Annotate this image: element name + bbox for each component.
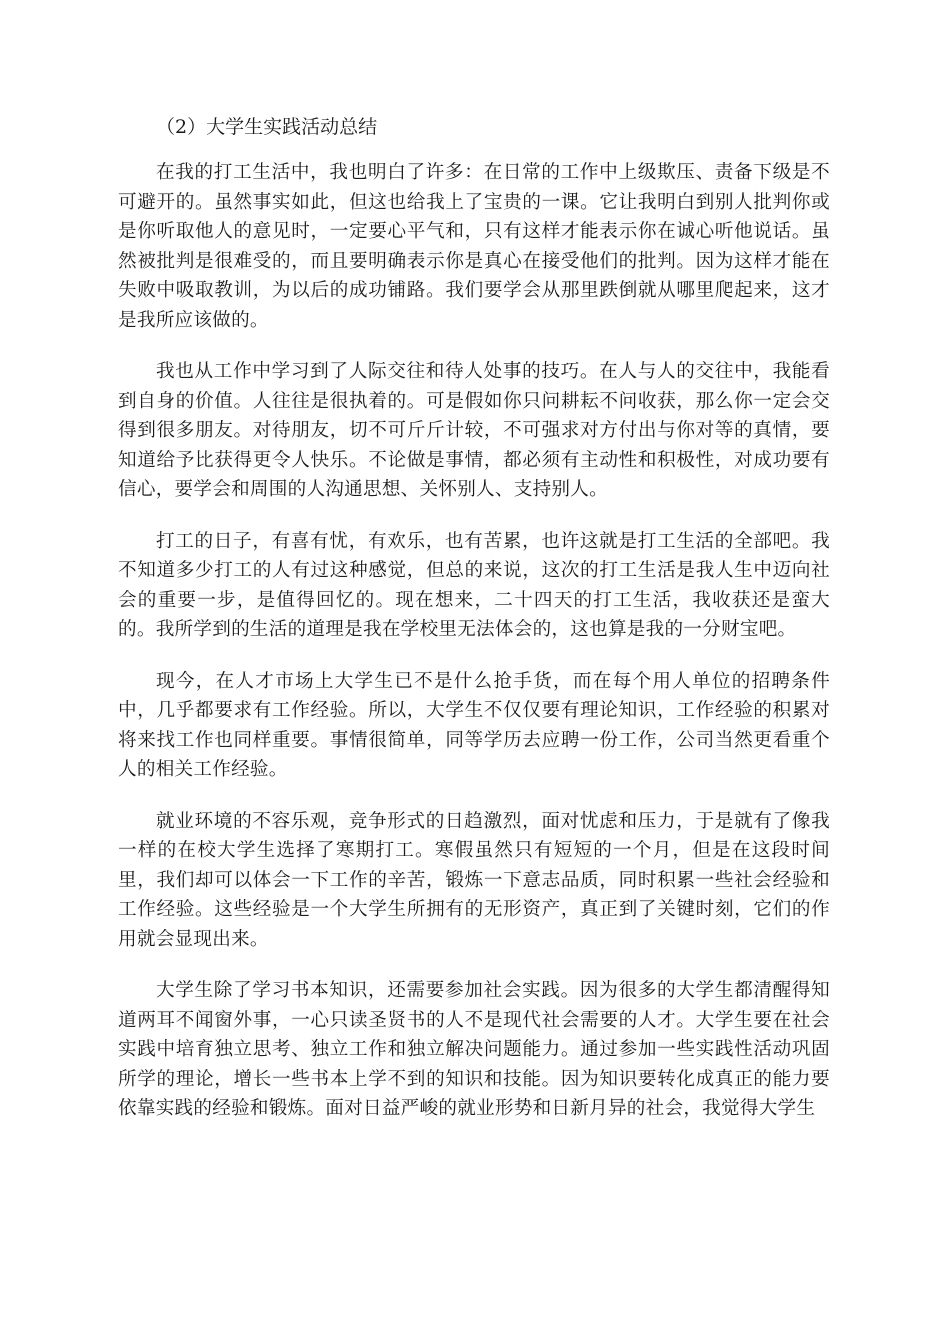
section-heading: （2）大学生实践活动总结: [156, 116, 378, 138]
paragraph-1: 在我的打工生活中，我也明白了许多：在日常的工作中上级欺压、责备下级是不可避开的。虽然事实如此，但这也给我上了宝贵的一课。它让我明白到别人批判你或是你听取他人的意见时，一定要心平气和，只有这样才能表示你在诚心听他说话。虽然被批判是很难受的，而且要明确表示你是真心在接受他们的批判。因为这样才能在失败中吸取教训，为以后的成功铺路。我们要学会从那里跌倒就从哪里爬起来，这才是我所应该做的。: [118, 162, 830, 331]
paragraph-2: 我也从工作中学习到了人际交往和待人处事的技巧。在人与人的交往中，我能看到自身的价值。人往往是很执着的。可是假如你只问耕耘不问收获，那么你一定会交得到很多朋友。对待朋友，切不可斤斤计较，不可强求对方付出与你对等的真情，要知道给予比获得更令人快乐。不论做是事情，都必须有主动性和积极性，对成功要有信心，要学会和周围的人沟通思想、关怀别人、支持别人。: [118, 361, 830, 500]
paragraph-6: 大学生除了学习书本知识，还需要参加社会实践。因为很多的大学生都清醒得知道两耳不闻窗外事，一心只读圣贤书的人不是现代社会需要的人才。大学生要在社会实践中培育独立思考、独立工作和独立解决问题能力。通过参加一些实践性活动巩固所学的理论，增长一些书本上学不到的知识和技能。因为知识要转化成真正的能力要依靠实践的经验和锻炼。面对日益严峻的就业形势和日新月异的社会，我觉得大学生: [118, 980, 830, 1119]
paragraph-5: 就业环境的不容乐观，竞争形式的日趋激烈，面对忧虑和压力，于是就有了像我一样的在校大学生选择了寒期打工。寒假虽然只有短短的一个月，但是在这段时间里，我们却可以体会一下工作的辛苦，锻炼一下意志品质，同时积累一些社会经验和工作经验。这些经验是一个大学生所拥有的无形资产，真正到了关键时刻，它们的作用就会显现出来。: [118, 810, 830, 950]
paragraph-4: 现今，在人才市场上大学生已不是什么抢手货，而在每个用人单位的招聘条件中，几乎都要求有工作经验。所以，大学生不仅仅要有理论知识，工作经验的积累对将来找工作也同样重要。事情很简单，同等学历去应聘一份工作，公司当然更看重个人的相关工作经验。: [118, 670, 830, 780]
paragraph-3: 打工的日子，有喜有忧，有欢乐，也有苦累，也许这就是打工生活的全部吧。我不知道多少打工的人有过这种感觉，但总的来说，这次的打工生活是我人生中迈向社会的重要一步，是值得回忆的。现在想来，二十四天的打工生活，我收获还是蛮大的。我所学到的生活的道理是我在学校里无法体会的，这也算是我的一分财宝吧。: [118, 530, 830, 640]
document-body: [118, 112, 830, 1146]
